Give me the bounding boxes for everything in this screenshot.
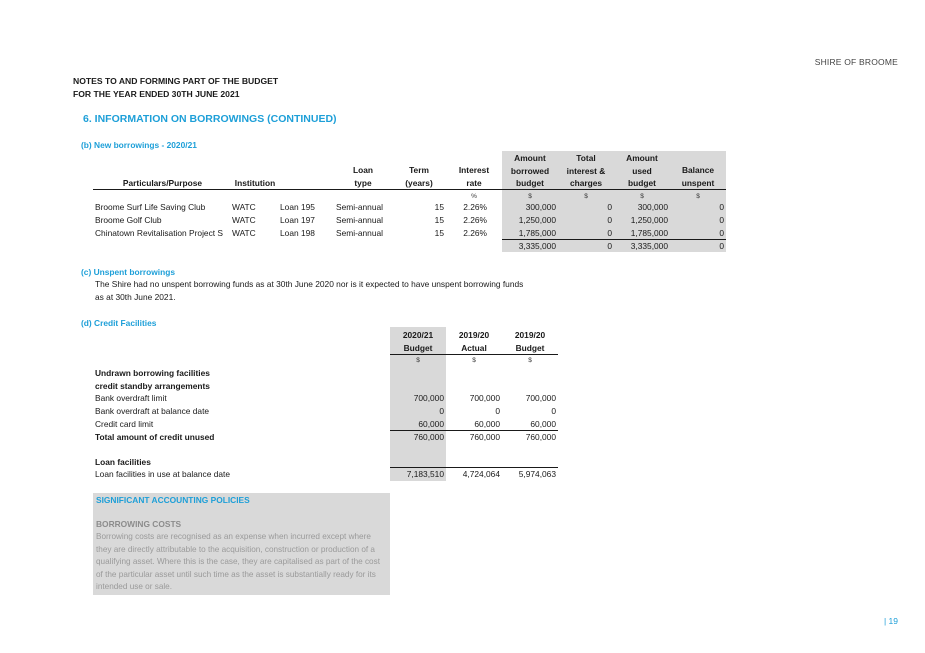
total-used: 3,335,000: [630, 241, 668, 251]
total-borrowed: 3,335,000: [518, 241, 556, 251]
row-institution: WATC: [232, 202, 256, 212]
total-balance: 0: [719, 241, 724, 251]
credit-row-label: Credit card limit: [95, 419, 154, 429]
credit-total-v2: 760,000: [469, 432, 500, 442]
row-borrowed: 1,250,000: [518, 215, 556, 225]
borrowing-costs-text: Borrowing costs are recognised as an expense when incurred except where they are directly attributable to the acquisition, construction or production of a qualifying asset. Where this is the case, they are capitalised as part of the cost of the particular asset until such time as the asset is substantially ready for its intended use or sale.: [96, 532, 380, 592]
credit-total-v3: 760,000: [525, 432, 556, 442]
undrawn-heading-line2: credit standby arrangements: [95, 381, 210, 391]
credit-header-rule: [390, 354, 558, 355]
total-rule: [502, 239, 726, 240]
header-rule: [93, 189, 726, 190]
section-heading: 6. INFORMATION ON BORROWINGS (CONTINUED): [83, 113, 337, 125]
col-particulars: Particulars/Purpose: [122, 178, 203, 188]
row-particulars: Chinatown Revitalisation Project S: [95, 228, 224, 238]
row-balance: 0: [719, 215, 724, 225]
row-institution: WATC: [232, 228, 256, 238]
total-charges: 0: [607, 241, 612, 251]
table-row: [0, 406, 925, 419]
row-charges: 0: [607, 215, 612, 225]
totals-row: [0, 241, 925, 254]
unspent-text-line1: The Shire had no unspent borrowing funds as at 30th June 2020 nor is it expected to have unspent borrowing funds: [95, 279, 524, 289]
credit-total-rule: [390, 430, 558, 431]
loan-row-label: Loan facilities in use at balance date: [95, 469, 231, 479]
loan-row-v2: 4,724,064: [462, 469, 500, 479]
credit-row-v2: 0: [495, 406, 500, 416]
credit-row-label: Bank overdraft limit: [95, 393, 167, 403]
organisation-name: SHIRE OF BROOME: [814, 57, 898, 67]
credit-heading: (d) Credit Facilities: [81, 318, 157, 328]
loan-rule: [390, 467, 558, 468]
row-loan: Loan 195: [280, 202, 315, 212]
unit-charges: $: [584, 193, 588, 200]
col-term: Term (years): [405, 165, 433, 188]
unit-interest: %: [471, 193, 477, 200]
document-subtitle: FOR THE YEAR ENDED 30TH JUNE 2021: [73, 89, 240, 99]
row-institution: WATC: [232, 215, 256, 225]
row-term: 15: [434, 228, 444, 238]
row-rate: 2.26%: [463, 202, 487, 212]
unspent-text-line2: as at 30th June 2021.: [95, 292, 176, 302]
row-rate: 2.26%: [463, 228, 487, 238]
unit-used: $: [640, 193, 644, 200]
loan-row-v3: 5,974,063: [518, 469, 556, 479]
row-type: Semi-annual: [336, 202, 384, 212]
row-rate: 2.26%: [463, 215, 487, 225]
credit-row-v1: 0: [439, 406, 444, 416]
row-charges: 0: [607, 228, 612, 238]
credit-unit: $: [528, 357, 532, 364]
col-interest: Interest rate: [458, 165, 490, 188]
unit-borrowed: $: [528, 193, 532, 200]
col-2019-20-actual: 2019/20 Actual: [458, 330, 490, 353]
col-amount-used: Amount used budget: [626, 153, 658, 188]
row-loan: Loan 197: [280, 215, 315, 225]
row-type: Semi-annual: [336, 228, 384, 238]
row-balance: 0: [719, 228, 724, 238]
row-used: 1,785,000: [630, 228, 668, 238]
col-loan-type: Loan type: [352, 165, 373, 188]
table-row: [0, 202, 925, 215]
page-number: | 19: [883, 616, 898, 626]
credit-total-label: Total amount of credit unused: [95, 432, 215, 442]
row-particulars: Broome Surf Life Saving Club: [95, 202, 206, 212]
col-2019-20-budget: 2019/20 Budget: [514, 330, 546, 353]
table-row: [0, 469, 925, 482]
row-term: 15: [434, 202, 444, 212]
credit-row-v1: 60,000: [418, 419, 444, 429]
row-used: 1,250,000: [630, 215, 668, 225]
credit-row-label: Bank overdraft at balance date: [95, 406, 210, 416]
row-particulars: Broome Golf Club: [95, 215, 162, 225]
credit-row-v1: 700,000: [413, 393, 444, 403]
col-balance: Balance unspent: [681, 165, 715, 188]
credit-row-v3: 60,000: [530, 419, 556, 429]
credit-total-row: [0, 432, 925, 445]
credit-row-v3: 700,000: [525, 393, 556, 403]
loan-facilities-heading: Loan facilities: [95, 457, 151, 467]
table-row: [0, 228, 925, 241]
row-balance: 0: [719, 202, 724, 212]
credit-row-v2: 60,000: [474, 419, 500, 429]
col-total-interest: Total interest & charges: [566, 153, 606, 188]
row-type: Semi-annual: [336, 215, 384, 225]
row-used: 300,000: [637, 202, 668, 212]
row-borrowed: 300,000: [525, 202, 556, 212]
policies-heading: SIGNIFICANT ACCOUNTING POLICIES: [96, 495, 250, 505]
row-charges: 0: [607, 202, 612, 212]
undrawn-heading-line1: Undrawn borrowing facilities: [95, 368, 210, 378]
credit-row-v3: 0: [551, 406, 556, 416]
document-title: NOTES TO AND FORMING PART OF THE BUDGET: [73, 76, 279, 86]
borrowing-costs-heading: BORROWING COSTS: [96, 519, 182, 529]
col-amount-borrowed: Amount borrowed budget: [510, 153, 550, 188]
credit-row-v2: 700,000: [469, 393, 500, 403]
credit-unit: $: [472, 357, 476, 364]
credit-unit: $: [416, 357, 420, 364]
col-institution: Institution: [234, 178, 276, 188]
unspent-heading: (c) Unspent borrowings: [81, 267, 175, 277]
credit-total-v1: 760,000: [413, 432, 444, 442]
loan-row-v1: 7,183,510: [406, 469, 444, 479]
col-2020-21-budget: 2020/21 Budget: [402, 330, 434, 353]
new-borrowings-heading: (b) New borrowings - 2020/21: [81, 140, 197, 150]
row-loan: Loan 198: [280, 228, 315, 238]
row-borrowed: 1,785,000: [518, 228, 556, 238]
row-term: 15: [434, 215, 444, 225]
table-row: [0, 393, 925, 406]
table-row: [0, 215, 925, 228]
unit-balance: $: [696, 193, 700, 200]
